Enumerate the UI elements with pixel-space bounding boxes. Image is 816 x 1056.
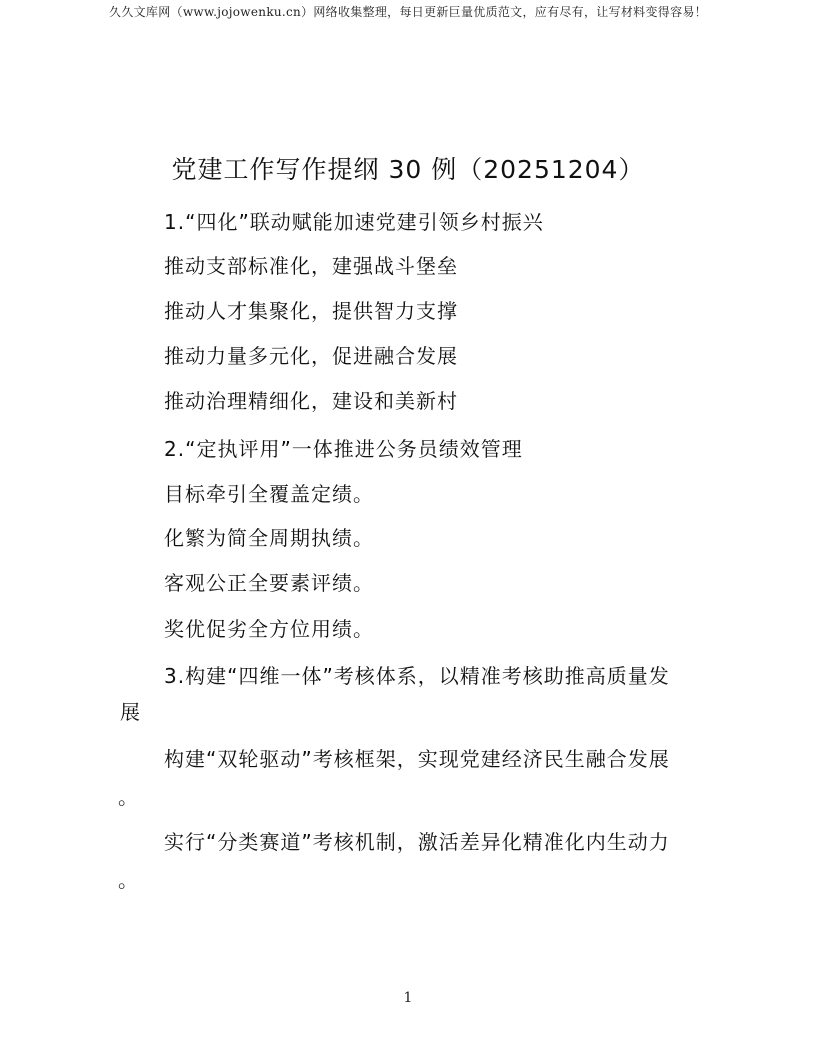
section-1-item: 推动治理精细化，建设和美新村 (164, 389, 458, 413)
section-2-heading: 2.“定执评用”一体推进公务员绩效管理 (164, 437, 523, 461)
section-1-item: 推动支部标准化，建强战斗堡垒 (164, 254, 458, 278)
section-2-item: 客观公正全要素评绩。 (164, 571, 374, 595)
section-3-item: 实行“分类赛道”考核机制，激活差异化精准化内生动力 (164, 830, 670, 854)
page-header: 久久文库网（www.jojowenku.cn）网络收集整理，每日更新巨量优质范文，应有尽有，让写材料变得容易！ (109, 5, 707, 19)
document-title: 党建工作写作提纲 30 例（20251204） (171, 155, 645, 184)
section-1-heading: 1.“四化”联动赋能加速党建引领乡村振兴 (164, 210, 544, 234)
section-3-heading-continuation: 展 (120, 700, 141, 724)
section-3-item-continuation: 。 (118, 785, 139, 809)
section-1-item: 推动力量多元化，促进融合发展 (164, 344, 458, 368)
page-number: 1 (403, 990, 413, 1006)
section-2-item: 目标牵引全覆盖定绩。 (164, 482, 374, 506)
section-2-item: 化繁为简全周期执绩。 (164, 526, 374, 550)
section-3-heading: 3.构建“四维一体”考核体系，以精准考核助推高质量发 (164, 664, 670, 688)
section-2-item: 奖优促劣全方位用绩。 (164, 617, 374, 641)
section-3-item: 构建“双轮驱动”考核框架，实现党建经济民生融合发展 (164, 747, 670, 771)
section-1-item: 推动人才集聚化，提供智力支撑 (164, 299, 458, 323)
section-3-item-continuation: 。 (118, 868, 139, 892)
